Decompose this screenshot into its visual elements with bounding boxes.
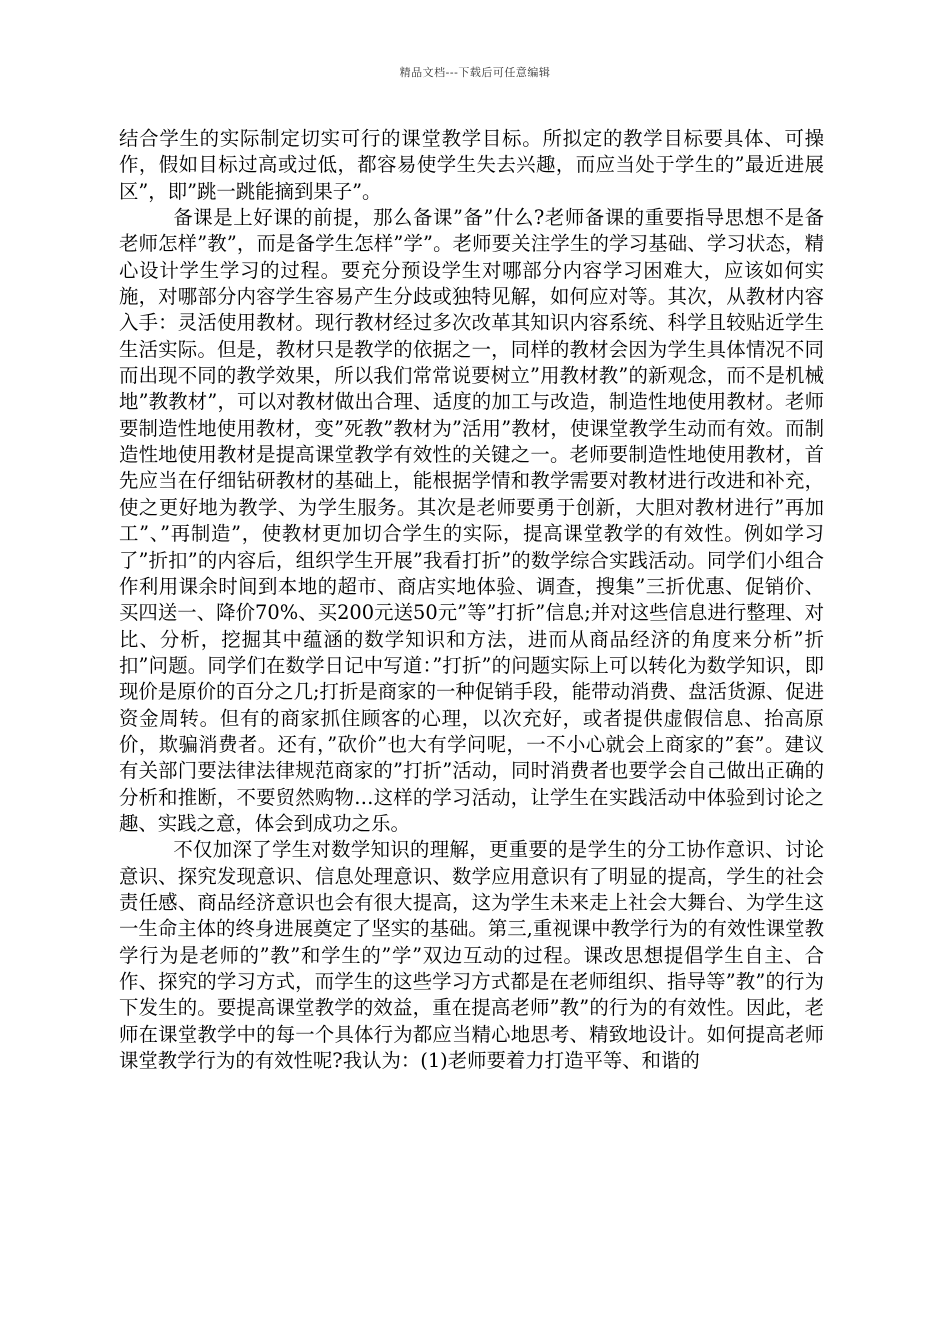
document-body xyxy=(119,126,824,1074)
paragraph-1: 结合学生的实际制定切实可行的课堂教学目标。所拟定的教学目标要具体、可操作，假如目标过高或过低，都容易使学生失去兴趣，而应当处于学生的”最近进展区”，即”跳一跳能摘到果子”。 xyxy=(119,127,824,203)
paragraph-3: 不仅加深了学生对数学知识的理解，更重要的是学生的分工协作意识、讨论意识、探究发现意识、信息处理意识、数学应用意识有了明显的提高，学生的社会责任感、商品经济意识也会有很大提高，这为学生未来走上社会大舞台、为学生这一生命主体的终身进展奠定了坚实的基础。第三,重视课中教学行为的有效性课堂教学行为是老师的”教”和学生的”学”双边互动的过程。课改思想提倡学生自主、合作、探究的学习方式，而学生的这些学习方式都是在老师组织、指导等”教”的行为下发生的。要提高课堂教学的效益，重在提高老师”教”的行为的有效性。因此，老师在课堂教学中的每一个具体行为都应当精心地思考、精致地设计。如何提高老师课堂教学行为的有效性呢?我认为：(1)老师要着力打造平等、和谐的 xyxy=(119,838,824,1073)
paragraph-2: 备课是上好课的前提，那么备课”备”什么?老师备课的重要指导思想不是备老师怎样”教”，而是备学生怎样”学”。老师要关注学生的学习基础、学习状态，精心设计学生学习的过程。要充分预设学生对哪部分内容学习困难大，应该如何实施，对哪部分内容学生容易产生分歧或独特见解，如何应对等。其次，从教材内容入手：灵活使用教材。现行教材经过多次改革其知识内容系统、科学且较贴近学生生活实际。但是，教材只是教学的依据之一，同样的教材会因为学生具体情况不同而出现不同的教学效果，所以我们常常说要树立”用教材教”的新观念，而不是机械地”教教材”，可以对教材做出合理、适度的加工与改造，制造性地使用教材。老师要制造性地使用教材，变”死教”教材为”活用”教材，使课堂教学生动而有效。而制造性地使用教材是提高课堂教学有效性的关键之一。老师要制造性地使用教材，首先应当在仔细钻研教材的基础上，能根据学情和教学需要对教材进行改进和补充，使之更好地为教学、为学生服务。其次是老师要勇于创新，大胆对教材进行”再加工”、”再制造”，使教材更加切合学生的实际，提高课堂教学的有效性。例如学习了”折扣”的内容后，组织学生开展”我看打折”的数学综合实践活动。同学们小组合作利用课余时间到本地的超市、商店实地体验、调查，搜集”三折优惠、促销价、买四送一、降价70%、买200元送50元”等”打折”信息;并对这些信息进行整理、对比、分析，挖掘其中蕴涵的数学知识和方法，进而从商品经济的角度来分析”折扣”问题。同学们在数学日记中写道：”打折”的问题实际上可以转化为数学知识，即现价是原价的百分之几;打折是商家的一种促销手段，能带动消费、盘活货源、促进资金周转。但有的商家抓住顾客的心理，以次充好，或者提供虚假信息、抬高原价，欺骗消费者。还有，”砍价”也大有学问呢，一不小心就会上商家的”套”。建议有关部门要法律法律规范商家的”打折”活动，同时消费者也要学会自己做出正确的分析和推断，不要贸然购物…这样的学习活动，让学生在实践活动中体验到讨论之趣、实践之意，体会到成功之乐。 xyxy=(119,206,824,835)
page-header: 精品文档---下载后可任意编辑 xyxy=(399,66,551,79)
